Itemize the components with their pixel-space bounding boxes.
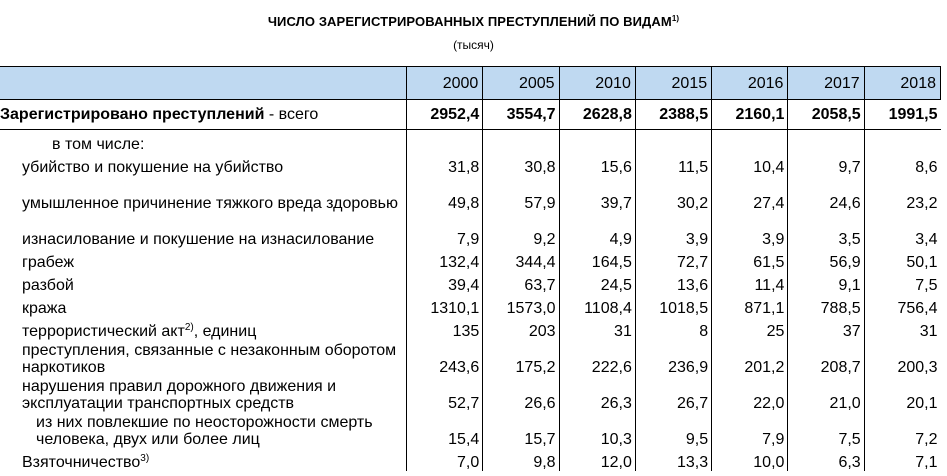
row-value: 7,9 bbox=[712, 412, 788, 448]
row-value: 31,8 bbox=[407, 153, 483, 176]
row-value: 203 bbox=[483, 317, 559, 340]
row-value: 6,3 bbox=[788, 448, 864, 471]
table-row bbox=[0, 448, 941, 471]
table-row bbox=[0, 294, 941, 317]
row-value: 10,4 bbox=[712, 153, 788, 176]
row-value: 10,0 bbox=[712, 448, 788, 471]
row-value: 4,9 bbox=[559, 212, 635, 248]
row-value: 12,0 bbox=[559, 448, 635, 471]
table-row bbox=[0, 340, 941, 376]
total-label-bold: Зарегистрировано преступлений bbox=[0, 106, 265, 123]
row-label-text: Взяточничество bbox=[22, 453, 141, 471]
row-value: 24,5 bbox=[559, 271, 635, 294]
row-value: 13,3 bbox=[635, 448, 711, 471]
row-value: 61,5 bbox=[712, 248, 788, 271]
row-label: кража bbox=[22, 299, 67, 317]
row-value: 871,1 bbox=[712, 294, 788, 317]
including-label: в том числе: bbox=[52, 135, 145, 153]
row-value: 31 bbox=[559, 317, 635, 340]
row-value: 756,4 bbox=[864, 294, 940, 317]
row-value: 9,8 bbox=[483, 448, 559, 471]
row-value: 23,2 bbox=[864, 176, 940, 212]
empty-cell bbox=[559, 130, 635, 153]
total-value: 2388,5 bbox=[635, 100, 711, 130]
total-value: 1991,5 bbox=[864, 100, 940, 130]
row-value: 8 bbox=[635, 317, 711, 340]
row-value: 9,2 bbox=[483, 212, 559, 248]
row-value: 63,7 bbox=[483, 271, 559, 294]
row-value: 1573,0 bbox=[483, 294, 559, 317]
row-value: 7,0 bbox=[407, 448, 483, 471]
row-value: 11,4 bbox=[712, 271, 788, 294]
row-value: 164,5 bbox=[559, 248, 635, 271]
row-value: 135 bbox=[407, 317, 483, 340]
row-value: 3,4 bbox=[864, 212, 940, 248]
row-value: 7,9 bbox=[407, 212, 483, 248]
table-row bbox=[0, 248, 941, 271]
year-header-2018: 2018 bbox=[864, 67, 940, 100]
row-label-suffix: , единиц bbox=[193, 322, 257, 340]
row-value: 15,6 bbox=[559, 153, 635, 176]
table-header bbox=[0, 67, 941, 100]
row-value: 10,3 bbox=[559, 412, 635, 448]
row-value: 201,2 bbox=[712, 340, 788, 376]
row-value: 200,3 bbox=[864, 340, 940, 376]
table-body bbox=[0, 100, 941, 471]
row-value: 9,5 bbox=[635, 412, 711, 448]
row-value: 27,4 bbox=[712, 176, 788, 212]
empty-cell bbox=[407, 130, 483, 153]
year-header-2010: 2010 bbox=[559, 67, 635, 100]
row-value: 3,5 bbox=[788, 212, 864, 248]
row-value: 15,4 bbox=[407, 412, 483, 448]
row-value: 31 bbox=[864, 317, 940, 340]
row-value: 3,9 bbox=[712, 212, 788, 248]
empty-cell bbox=[635, 130, 711, 153]
row-value: 24,6 bbox=[788, 176, 864, 212]
row-value: 1018,5 bbox=[635, 294, 711, 317]
row-value: 208,7 bbox=[788, 340, 864, 376]
total-value: 3554,7 bbox=[483, 100, 559, 130]
row-value: 11,5 bbox=[635, 153, 711, 176]
total-value: 2952,4 bbox=[407, 100, 483, 130]
table-row bbox=[0, 271, 941, 294]
row-value: 788,5 bbox=[788, 294, 864, 317]
row-value: 20,1 bbox=[864, 376, 940, 412]
row-value: 49,8 bbox=[407, 176, 483, 212]
row-value: 132,4 bbox=[407, 248, 483, 271]
total-label bbox=[0, 100, 407, 130]
total-value: 2058,5 bbox=[788, 100, 864, 130]
table-row bbox=[0, 412, 941, 448]
row-value: 7,1 bbox=[864, 448, 940, 471]
row-value: 9,1 bbox=[788, 271, 864, 294]
crime-statistics-table bbox=[0, 66, 941, 471]
total-value: 2160,1 bbox=[712, 100, 788, 130]
row-value: 39,4 bbox=[407, 271, 483, 294]
title-text: ЧИСЛО ЗАРЕГИСТРИРОВАННЫХ ПРЕСТУПЛЕНИЙ ПО ВИДАМ bbox=[267, 14, 672, 29]
row-value: 9,7 bbox=[788, 153, 864, 176]
title-footnote: 1) bbox=[671, 14, 680, 23]
table-row bbox=[0, 153, 941, 176]
row-value: 3,9 bbox=[635, 212, 711, 248]
row-value: 1310,1 bbox=[407, 294, 483, 317]
row-value: 222,6 bbox=[559, 340, 635, 376]
row-label: умышленное причинение тяжкого вреда здоровью bbox=[22, 194, 399, 212]
row-label bbox=[0, 317, 407, 340]
table-row bbox=[0, 212, 941, 248]
row-value: 15,7 bbox=[483, 412, 559, 448]
year-header-row bbox=[0, 67, 941, 100]
row-label: преступления, связанные с незаконным оборотом наркотиков bbox=[22, 341, 397, 376]
row-label-text: террористический акт bbox=[22, 322, 185, 340]
including-row bbox=[0, 130, 941, 153]
row-label: разбой bbox=[22, 276, 74, 294]
row-label: убийство и покушение на убийство bbox=[22, 158, 284, 176]
year-header-2017: 2017 bbox=[788, 67, 864, 100]
row-value: 39,7 bbox=[559, 176, 635, 212]
row-footnote: 3) bbox=[140, 452, 150, 464]
row-value: 26,7 bbox=[635, 376, 711, 412]
table-row bbox=[0, 176, 941, 212]
total-value: 2628,8 bbox=[559, 100, 635, 130]
table-row bbox=[0, 376, 941, 412]
row-value: 344,4 bbox=[483, 248, 559, 271]
row-value: 50,1 bbox=[864, 248, 940, 271]
row-value: 7,5 bbox=[788, 412, 864, 448]
year-header-2005: 2005 bbox=[483, 67, 559, 100]
row-value: 26,6 bbox=[483, 376, 559, 412]
row-value: 175,2 bbox=[483, 340, 559, 376]
row-value: 30,8 bbox=[483, 153, 559, 176]
row-value: 26,3 bbox=[559, 376, 635, 412]
row-value: 13,6 bbox=[635, 271, 711, 294]
empty-cell bbox=[864, 130, 940, 153]
row-value: 1108,4 bbox=[559, 294, 635, 317]
units-caption: (тысяч) bbox=[453, 38, 494, 52]
empty-cell bbox=[712, 130, 788, 153]
total-row bbox=[0, 100, 941, 130]
row-value: 7,5 bbox=[864, 271, 940, 294]
row-value: 8,6 bbox=[864, 153, 940, 176]
row-value: 22,0 bbox=[712, 376, 788, 412]
row-value: 7,2 bbox=[864, 412, 940, 448]
row-label: изнасилование и покушение на изнасилование bbox=[22, 230, 375, 248]
row-value: 30,2 bbox=[635, 176, 711, 212]
total-label-rest: - всего bbox=[264, 106, 319, 123]
row-value: 52,7 bbox=[407, 376, 483, 412]
year-header-2000: 2000 bbox=[407, 67, 483, 100]
row-value: 236,9 bbox=[635, 340, 711, 376]
year-header-2015: 2015 bbox=[635, 67, 711, 100]
table-row bbox=[0, 317, 941, 340]
row-value: 72,7 bbox=[635, 248, 711, 271]
empty-cell bbox=[483, 130, 559, 153]
year-header-2016: 2016 bbox=[712, 67, 788, 100]
row-value: 57,9 bbox=[483, 176, 559, 212]
empty-cell bbox=[788, 130, 864, 153]
row-label: из них повлекшие по неосторожности смерть человека, двух или более лиц bbox=[36, 413, 373, 448]
table-title bbox=[0, 14, 947, 29]
row-label: грабеж bbox=[22, 253, 75, 271]
header-blank-cell bbox=[0, 67, 407, 100]
row-value: 243,6 bbox=[407, 340, 483, 376]
row-value: 56,9 bbox=[788, 248, 864, 271]
row-value: 21,0 bbox=[788, 376, 864, 412]
row-label bbox=[0, 448, 407, 471]
row-value: 37 bbox=[788, 317, 864, 340]
row-footnote: 2) bbox=[184, 321, 194, 333]
row-value: 25 bbox=[712, 317, 788, 340]
row-label: нарушения правил дорожного движения и эксплуатации транспортных средств bbox=[22, 377, 337, 412]
